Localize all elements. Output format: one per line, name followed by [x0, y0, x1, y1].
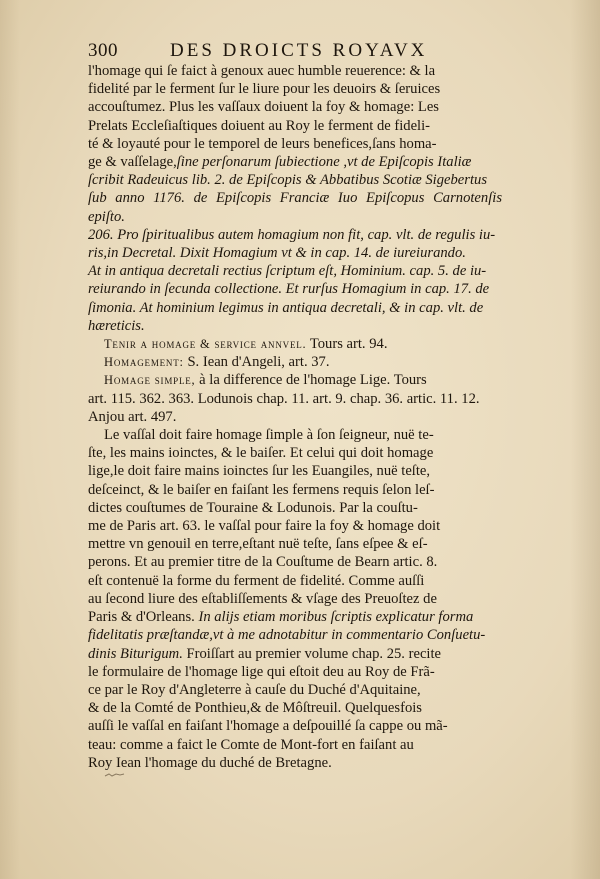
text-line: & de la Comté de Ponthieu,& de Môſtreuil. Quelquesfois: [88, 700, 422, 717]
latin-citation: dinis Biturigum.: [88, 645, 183, 662]
latin-citation: ſimonia. At hominium legimus in antiqua decretali, & in cap. vlt. de: [88, 299, 484, 316]
body-text: [88, 62, 502, 772]
page-gutter-shadow: [0, 0, 20, 879]
text-line: Anjou art. 497.: [88, 408, 177, 425]
text-line: Le vaſſal doit faire homage ſimple à ſon ſeigneur, nuë te-: [104, 427, 434, 444]
text-line: deſceinct, & le baiſer en faiſant les fermens requis ſelon leſ-: [88, 481, 435, 498]
latin-citation: At in antiqua decretali rectius ſcriptum eſt, Hominium. cap. 5. de iu-: [88, 263, 487, 280]
latin-citation: In alijs etiam moribus ſcriptis explicatur forma: [198, 609, 474, 626]
text-line: Roy Iean l'homage du duché de Bretagne.: [88, 754, 332, 771]
text-line: mettre vn genouil en terre,eſtant nuë teſte, ſans eſpee & eſ-: [88, 536, 428, 553]
text-line: me de Paris art. 63. le vaſſal pour faire la foy & homage doit: [88, 518, 441, 535]
latin-citation: hæreticis.: [88, 317, 145, 334]
text-run: à la difference de l'homage Lige. Tours: [195, 372, 427, 389]
text-line: au ſecond liure des eſtabliſſements & vſage des Preuoſtez de: [88, 590, 437, 607]
latin-citation: 206. Pro ſpiritualibus autem homagium non fit, cap. vlt. de regulis iu-: [88, 226, 496, 243]
latin-citation: ſub anno 1176. de Epiſcopis Franciæ Iuo Epiſcopus Carnotenſis epiſto.: [88, 190, 502, 225]
text-line: art. 115. 362. 363. Lodunois chap. 11. art. 9. chap. 36. artic. 11. 12.: [88, 390, 480, 407]
latin-citation: ſine perſonarum ſubiectione ,vt de Epiſcopis Italiæ: [176, 154, 472, 171]
text-run: Tours art. 94.: [306, 336, 388, 353]
entry-heading: Tenir a homage & service annvel.: [104, 337, 307, 352]
latin-citation: ſcribit Radeuicus lib. 2. de Epiſcopis & Abbatibus Scotiæ Sigebertus: [88, 172, 487, 189]
ink-blot: [104, 770, 126, 776]
entry-line: [88, 353, 502, 371]
page-number: 300: [88, 40, 118, 61]
entry-heading: Homagement:: [104, 355, 184, 370]
text-run: ge & vaſſelage,: [88, 154, 177, 171]
text-run: S. Iean d'Angeli, art. 37.: [183, 354, 330, 371]
text-run: Paris & d'Orleans.: [88, 609, 199, 626]
latin-citation: fidelitatis præſtandæ,vt à me adnotabitur in commentario Conſuetu-: [88, 627, 486, 644]
text-line: ſte, les mains ioinctes, & le baiſer. Et celui qui doit homage: [88, 445, 434, 462]
text-line: teau: comme a faict le Comte de Mont-fort en faiſant au: [88, 736, 414, 753]
text-line: dictes couſtumes de Touraine & Lodunois. Par la couſtu-: [88, 499, 418, 516]
text-line: auſſi le vaſſal en faiſant l'homage a deſpouillé ſa cappe ou mã-: [88, 718, 448, 735]
text-line: Prelats Eccleſiaſtiques doiuent au Roy le ferment de fideli-: [88, 117, 431, 134]
running-title: DES DROICTS ROYAVX: [170, 40, 428, 61]
entry-heading: Homage simple,: [104, 373, 196, 388]
text-line: té & loyauté pour le temporel de leurs benefices,ſans homa-: [88, 135, 437, 152]
text-line: [88, 153, 502, 171]
page-edge-shadow: [570, 0, 600, 879]
text-run: Froiſſart au premier volume chap. 25. recite: [182, 645, 442, 662]
text-line: ce par le Roy d'Angleterre à cauſe du Duché d'Aquitaine,: [88, 681, 421, 698]
text-line: lige,le doit faire mains ioinctes ſur les Euangiles, nuë teſte,: [88, 463, 431, 480]
text-line: le formulaire de l'homage lige qui eſtoit deu au Roy de Frã-: [88, 663, 435, 680]
text-line: accouſtumez. Plus les vaſſaux doiuent la foy & homage: Les: [88, 99, 439, 116]
latin-citation: ris,in Decretal. Dixit Homagium vt & in cap. 14. de iureiurando.: [88, 245, 466, 262]
text-line: [88, 608, 502, 626]
text-line: eſt contenuë la forme du ferment de fidelité. Comme auſſi: [88, 572, 425, 589]
text-line: fidelité par le ferment ſur le liure pour les deuoirs & ſeruices: [88, 81, 441, 98]
text-line: perons. Et au premier titre de la Couſtume de Bearn artic. 8.: [88, 554, 438, 571]
text-line: l'homage qui ſe faict à genoux auec humble reuerence: & la: [88, 63, 436, 79]
entry-line: [88, 335, 502, 353]
text-line: [88, 645, 502, 663]
latin-citation: reiurando in ſecunda collectione. Et rurſus Homagium in cap. 17. de: [88, 281, 490, 298]
entry-line: [88, 371, 502, 389]
